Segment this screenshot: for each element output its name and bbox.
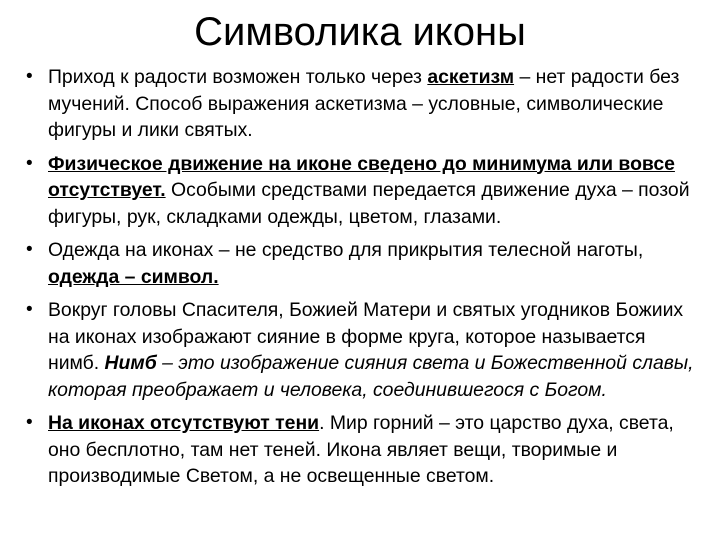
bullet-marker: •	[26, 412, 33, 433]
bullet-emphasis: Нимб	[104, 352, 157, 374]
bullet-text: Приход к радости возможен только через	[48, 66, 428, 88]
bullet-text: – нет радости без мучений. Способ выражения аскетизма – условные, символические фигуры и лики святых.	[48, 66, 680, 141]
bullet-marker: •	[26, 299, 33, 320]
bullet-item	[26, 237, 702, 290]
bullet-italic-text: – это изображение сияния света и Божественной славы, которая преображает и человека, соединившегося с Богом.	[48, 352, 694, 401]
bullet-text: . Мир горний – это царство духа, света, оно бесплотно, там нет теней. Икона являет вещи, творимые и производимые Светом, а не освещенные светом.	[48, 412, 674, 487]
bullet-item	[26, 410, 702, 490]
bullet-marker: •	[26, 66, 33, 87]
bullet-emphasis: На иконах отсутствуют тени	[48, 412, 320, 434]
bullet-marker: •	[26, 239, 33, 260]
bullet-text: Одежда на иконах – не средство для прикрытия телесной наготы,	[48, 239, 644, 261]
bullet-marker: •	[26, 152, 33, 174]
bullet-list	[26, 64, 702, 497]
bullet-item	[26, 297, 702, 403]
bullet-text: Особыми средствами передается движение духа – позой фигуры, рук, складками одежды, цветом, глазами.	[48, 179, 690, 228]
bullet-emphasis: аскетизм	[427, 66, 515, 88]
bullet-item	[26, 64, 702, 144]
bullet-item	[26, 151, 702, 231]
bullet-emphasis: одежда – символ.	[48, 265, 219, 288]
bullet-text: Вокруг головы Спасителя, Божией Матери и святых угодников Божиих на иконах изображают сияние в форме круга, которое называется нимб.	[48, 299, 684, 374]
bullet-emphasis: Физическое движение на иконе сведено до минимума или вовсе отсутствует.	[48, 152, 675, 201]
slide-title: Символика иконы	[194, 10, 526, 54]
